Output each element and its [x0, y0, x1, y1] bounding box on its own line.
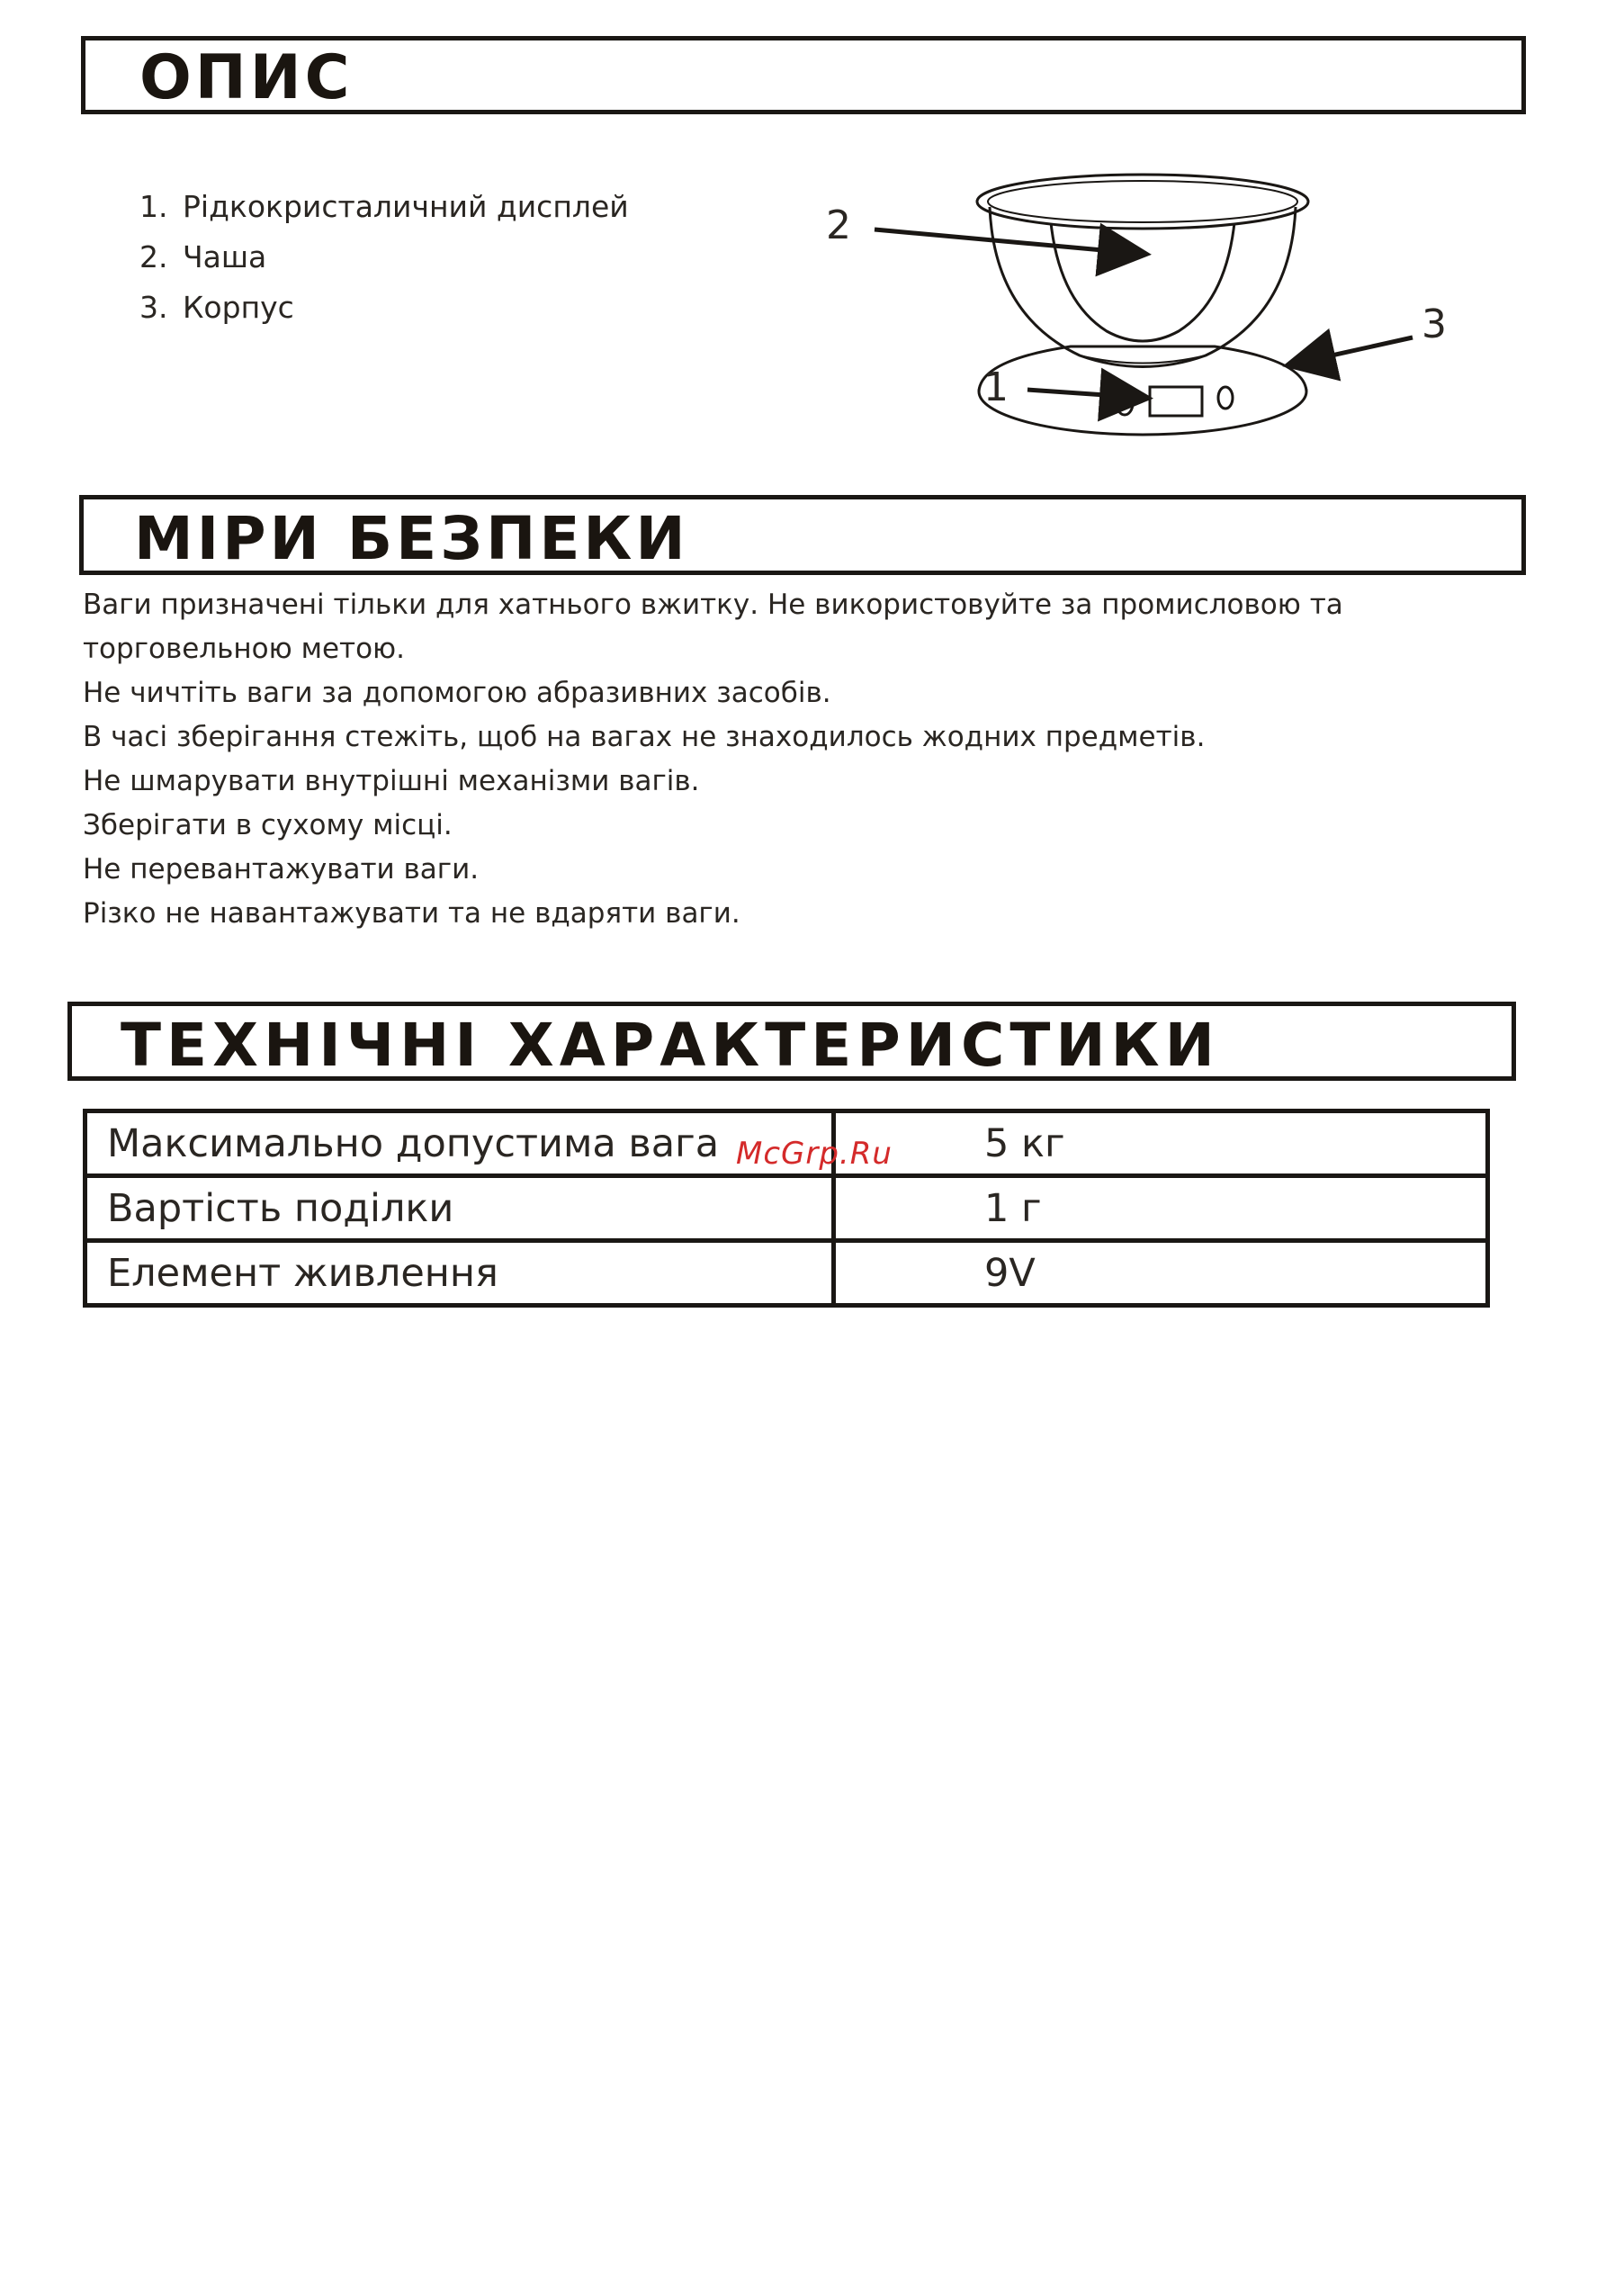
section-header-opys: [81, 36, 1526, 114]
safety-line: В часі зберігання стежіть, щоб на вагах не знаходилось жодних предметів.: [83, 721, 1206, 753]
section-title-opys: ОПИС: [139, 42, 354, 113]
list-item-number: 2.: [139, 239, 168, 274]
spec-label: Елемент живлення: [85, 1241, 834, 1306]
spec-value: 9V: [834, 1241, 1488, 1306]
list-item: [139, 283, 629, 333]
safety-text: [83, 583, 1486, 936]
spec-label: Вартість поділки: [85, 1176, 834, 1241]
callout-1: 1: [983, 364, 1009, 410]
safety-line: Не чичтіть ваги за допомогою абразивних засобів.: [83, 677, 831, 709]
section-title-tech: ТЕХНІЧНІ ХАРАКТЕРИСТИКИ: [121, 1011, 1220, 1080]
lcd-display: [1150, 387, 1202, 416]
table-row: [85, 1241, 1488, 1306]
safety-line: Ваги призначені тільки для хатнього вжитку. Не використовуйте за промисловою та торговельною метою.: [83, 589, 1343, 665]
safety-line: Не перевантажувати ваги.: [83, 853, 480, 886]
arrow-3: [1291, 337, 1413, 364]
spec-label: Максимально допустима вага: [85, 1111, 834, 1176]
section-header-bezpeka: [79, 495, 1526, 575]
list-item: [139, 182, 629, 232]
safety-line: Не шмарувати внутрішні механізми вагів.: [83, 765, 700, 797]
list-item-label: Рідкокристаличний дисплей: [183, 189, 629, 224]
list-item-number: 3.: [139, 290, 168, 325]
list-item-number: 1.: [139, 189, 168, 224]
safety-line: Різко не навантажувати та не вдаряти ваги.: [83, 897, 740, 930]
bowl: [977, 175, 1308, 367]
list-item: [139, 232, 629, 283]
section-header-tech: [67, 1002, 1516, 1081]
power-button: [1218, 387, 1233, 409]
watermark: McGrp.Ru: [736, 1136, 893, 1172]
safety-line: Зберігати в сухому місці.: [83, 809, 453, 841]
scale-diagram: [810, 162, 1476, 468]
table-row: [85, 1176, 1488, 1241]
callout-2: 2: [826, 202, 851, 248]
kitchen-scale-illustration: [810, 162, 1476, 468]
spec-value: 1 г: [834, 1176, 1488, 1241]
parts-list: [139, 182, 629, 333]
list-item-label: Корпус: [183, 290, 294, 325]
spec-value: 5 кг: [834, 1111, 1488, 1176]
section-title-bezpeka: МІРИ БЕЗПЕКИ: [134, 504, 689, 573]
callout-3: 3: [1422, 301, 1447, 347]
list-item-label: Чаша: [183, 239, 267, 274]
